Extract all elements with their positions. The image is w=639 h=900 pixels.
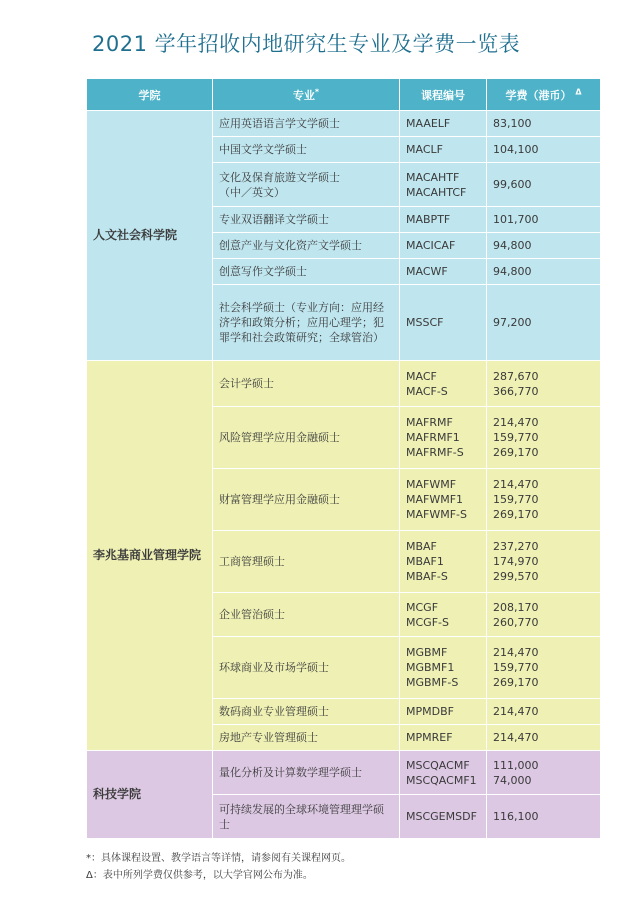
header-programme [213, 79, 400, 111]
school-name: 李兆基商业管理学院 [87, 361, 213, 751]
header-fee-mark: Δ [575, 86, 582, 96]
programme-name: 可持续发展的全球环境管理理学硕士 [213, 795, 400, 839]
header-fee [487, 79, 601, 111]
course-code: MACAHTF MACAHTCF [400, 163, 487, 207]
tuition-fee: 208,170 260,770 [487, 593, 601, 637]
page-title: 2021 学年招收内地研究生专业及学费一览表 [92, 32, 521, 56]
course-code: MACLF [400, 137, 487, 163]
programme-name: 中国文学文学硕士 [213, 137, 400, 163]
programme-name: 专业双语翻译文学硕士 [213, 207, 400, 233]
course-code: MAFRMF MAFRMF1 MAFRMF-S [400, 407, 487, 469]
tuition-fee: 287,670 366,770 [487, 361, 601, 407]
programme-name: 企业管治硕士 [213, 593, 400, 637]
course-code: MGBMF MGBMF1 MGBMF-S [400, 637, 487, 699]
course-code: MACF MACF-S [400, 361, 487, 407]
footnote-fee: Δ：表中所列学费仅供参考，以大学官网公布为准。 [86, 870, 313, 881]
footnotes [86, 850, 351, 884]
school-name: 科技学院 [87, 751, 213, 839]
tuition-fee: 214,470 [487, 725, 601, 751]
header-school: 学院 [87, 79, 213, 111]
course-code: MACICAF [400, 233, 487, 259]
programme-name: 工商管理硕士 [213, 531, 400, 593]
programme-name: 房地产专业管理硕士 [213, 725, 400, 751]
header-programme-label: 专业 [292, 88, 315, 102]
tuition-fee: 214,470 [487, 699, 601, 725]
programme-name: 会计学硕士 [213, 361, 400, 407]
header-programme-mark: * [314, 86, 320, 96]
tuition-fee: 101,700 [487, 207, 601, 233]
school-name: 人文社会科学院 [87, 111, 213, 361]
tuition-fee: 99,600 [487, 163, 601, 207]
course-code: MABPTF [400, 207, 487, 233]
course-code: MPMREF [400, 725, 487, 751]
tuition-fee: 214,470 159,770 269,170 [487, 407, 601, 469]
programme-name: 创意产业与文化资产文学硕士 [213, 233, 400, 259]
tuition-fee: 214,470 159,770 269,170 [487, 469, 601, 531]
tuition-fee: 104,100 [487, 137, 601, 163]
course-code: MSCGEMSDF [400, 795, 487, 839]
programme-name: 量化分析及计算数学理学硕士 [213, 751, 400, 795]
header-code: 课程编号 [400, 79, 487, 111]
programme-name: 风险管理学应用金融硕士 [213, 407, 400, 469]
table-row [87, 361, 601, 407]
programme-name: 数码商业专业管理硕士 [213, 699, 400, 725]
course-code: MPMDBF [400, 699, 487, 725]
programme-name: 环球商业及市场学硕士 [213, 637, 400, 699]
course-code: MBAF MBAF1 MBAF-S [400, 531, 487, 593]
tuition-fee: 237,270 174,970 299,570 [487, 531, 601, 593]
table-row [87, 111, 601, 137]
fee-table [86, 78, 601, 839]
tuition-fee: 83,100 [487, 111, 601, 137]
tuition-fee: 97,200 [487, 285, 601, 361]
course-code: MSCQACMF MSCQACMF1 [400, 751, 487, 795]
table-row [87, 751, 601, 795]
course-code: MACWF [400, 259, 487, 285]
programme-name: 应用英语语言学文学硕士 [213, 111, 400, 137]
tuition-fee: 94,800 [487, 259, 601, 285]
footnote-programme: *：具体课程设置、教学语言等详情，请参阅有关课程网页。 [86, 853, 351, 864]
course-code: MSSCF [400, 285, 487, 361]
header-fee-label: 学费（港币） [505, 88, 572, 102]
programme-name: 财富管理学应用金融硕士 [213, 469, 400, 531]
course-code: MCGF MCGF-S [400, 593, 487, 637]
programme-name: 创意写作文学硕士 [213, 259, 400, 285]
programme-name: 社会科学硕士（专业方向：应用经济学和政策分析；应用心理学；犯罪学和社会政策研究；全球管治） [213, 285, 400, 361]
tuition-fee: 214,470 159,770 269,170 [487, 637, 601, 699]
course-code: MAFWMF MAFWMF1 MAFWMF-S [400, 469, 487, 531]
course-code: MAAELF [400, 111, 487, 137]
tuition-fee: 116,100 [487, 795, 601, 839]
tuition-fee: 94,800 [487, 233, 601, 259]
programme-name: 文化及保育旅遊文学硕士 （中／英文） [213, 163, 400, 207]
table-header-row [87, 79, 601, 111]
tuition-fee: 111,000 74,000 [487, 751, 601, 795]
